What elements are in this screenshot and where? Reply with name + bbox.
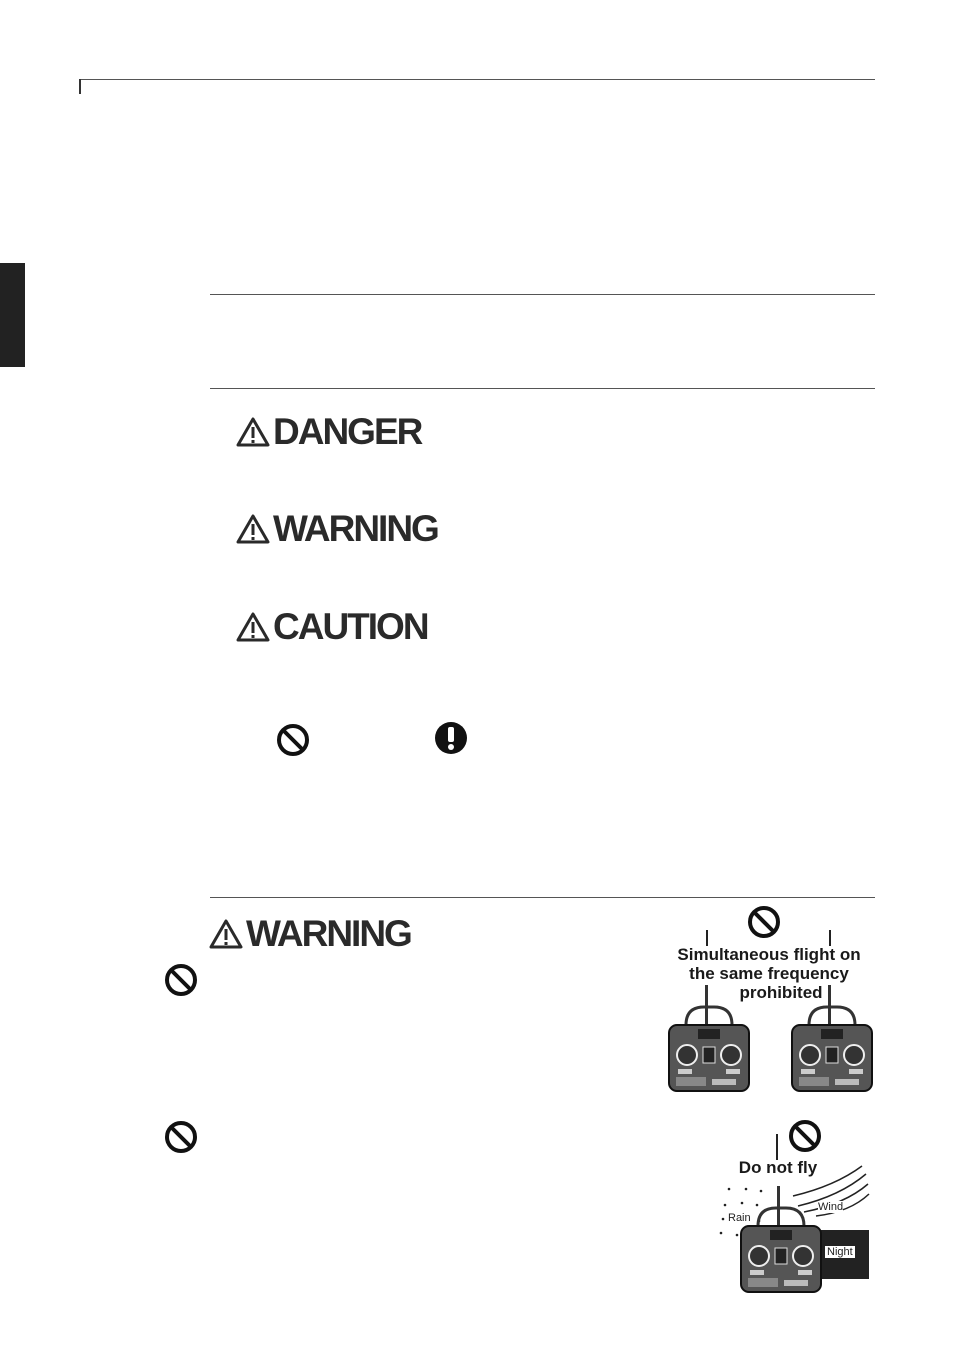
prohibited-icon xyxy=(164,1120,198,1154)
warning-triangle-icon xyxy=(236,611,270,643)
warning-triangle-icon xyxy=(236,416,270,448)
prohibited-icon xyxy=(164,963,198,997)
wind-label: Wind xyxy=(818,1201,844,1213)
warning-section-heading xyxy=(209,913,411,955)
prohibited-icon xyxy=(276,723,310,757)
frequency-caption-line3: prohibited xyxy=(739,983,823,1002)
header-rule xyxy=(80,79,875,80)
prohibited-icon xyxy=(788,1119,822,1153)
caution-label: CAUTION xyxy=(273,606,428,647)
transmitter-illustration-right xyxy=(789,985,875,1095)
night-label: Night xyxy=(827,1246,853,1258)
antenna-tip-weather xyxy=(776,1134,778,1160)
warning-section-label: WARNING xyxy=(246,913,411,954)
danger-label: DANGER xyxy=(273,411,422,452)
section-rule-definitions xyxy=(210,388,875,389)
warning-label: WARNING xyxy=(273,508,438,549)
section-tab xyxy=(0,263,25,367)
frequency-caption-line2: the same frequency xyxy=(689,964,849,983)
warning-signal-word xyxy=(236,508,438,550)
rain-label: Rain xyxy=(728,1212,751,1224)
warning-triangle-icon xyxy=(209,918,243,950)
prohibited-icon xyxy=(747,905,781,939)
header-marker xyxy=(79,79,81,94)
caution-signal-word xyxy=(236,606,428,648)
frequency-caption-line1: Simultaneous flight on xyxy=(677,945,861,964)
weather-caption: Do not fly xyxy=(738,1158,818,1177)
antenna-tip-right xyxy=(829,930,831,946)
section-rule-top xyxy=(210,294,875,295)
exclamation-icon xyxy=(434,721,468,755)
warning-triangle-icon xyxy=(236,513,270,545)
antenna-tip-left xyxy=(706,930,708,946)
transmitter-illustration-left xyxy=(666,985,752,1095)
section-rule-warnings xyxy=(210,897,875,898)
transmitter-illustration-weather xyxy=(738,1186,824,1296)
danger-signal-word xyxy=(236,411,421,453)
